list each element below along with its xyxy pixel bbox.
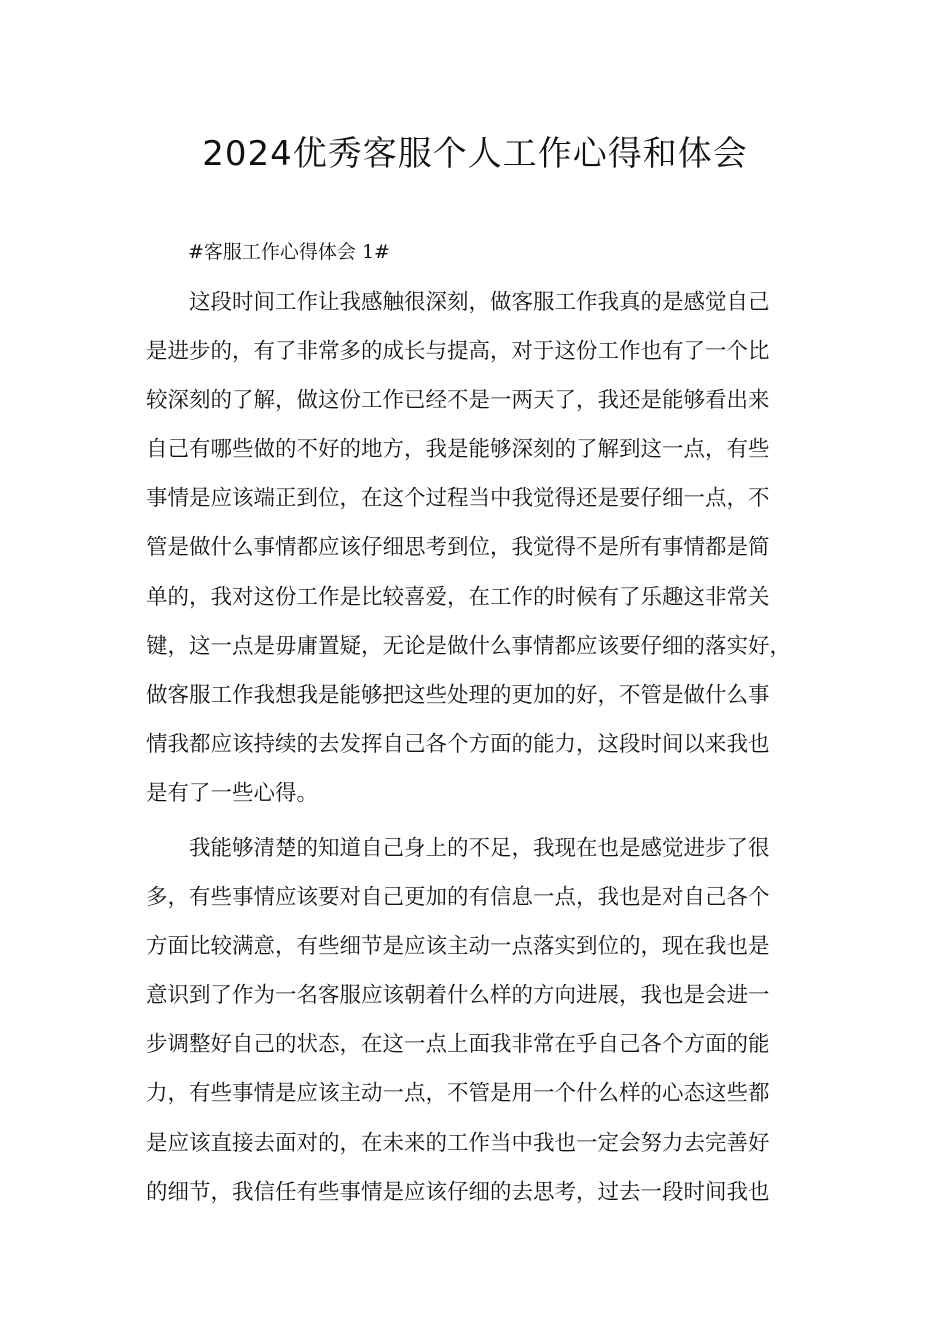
paragraph-line: 是进步的，有了非常多的成长与提高，对于这份工作也有了一个比 [146, 339, 770, 365]
paragraph-line: 的细节，我信任有些事情是应该仔细的去思考，过去一段时间我也 [146, 1179, 770, 1205]
paragraph-line: 自己有哪些做的不好的地方，我是能够深刻的了解到这一点，有些 [146, 437, 770, 463]
paragraph-line: 意识到了作为一名客服应该朝着什么样的方向进展，我也是会进一 [146, 983, 770, 1009]
paragraph-line: 是有了一些心得。 [146, 780, 319, 806]
paragraph-line: 是应该直接去面对的，在未来的工作当中我也一定会努力去完善好 [146, 1130, 770, 1156]
paragraph-line: 情我都应该持续的去发挥自己各个方面的能力，这段时间以来我也 [146, 731, 770, 757]
paragraph-line: 方面比较满意，有些细节是应该主动一点落实到位的，现在我也是 [146, 934, 770, 960]
paragraph-line: 单的，我对这份工作是比较喜爱，在工作的时候有了乐趣这非常关 [146, 584, 770, 610]
paragraph-line: 多，有些事情应该要对自己更加的有信息一点，我也是对自己各个 [146, 885, 770, 911]
document-title: 2024优秀客服个人工作心得和体会 [202, 134, 748, 174]
paragraph-line: 键，这一点是毋庸置疑，无论是做什么事情都应该要仔细的落实好， [146, 633, 792, 659]
paragraph-line: 步调整好自己的状态，在这一点上面我非常在乎自己各个方面的能 [146, 1032, 770, 1058]
paragraph-1 [146, 278, 812, 818]
paragraph-line: 我能够清楚的知道自己身上的不足，我现在也是感觉进步了很 [189, 836, 770, 861]
paragraph-2 [146, 824, 812, 1217]
paragraph-line: 管是做什么事情都应该仔细思考到位，我觉得不是所有事情都是简 [146, 535, 770, 561]
paragraph-line: 力，有些事情是应该主动一点，不管是用一个什么样的心态这些都 [146, 1081, 770, 1107]
paragraph-line: 事情是应该端正到位，在这个过程当中我觉得还是要仔细一点，不 [146, 486, 770, 512]
section-heading: #客服工作心得体会 1# [188, 241, 390, 263]
paragraph-line: 做客服工作我想我是能够把这些处理的更加的好，不管是做什么事 [146, 682, 770, 708]
paragraph-line: 较深刻的了解，做这份工作已经不是一两天了，我还是能够看出来 [146, 388, 770, 414]
paragraph-line: 这段时间工作让我感触很深刻，做客服工作我真的是感觉自己 [189, 290, 770, 315]
